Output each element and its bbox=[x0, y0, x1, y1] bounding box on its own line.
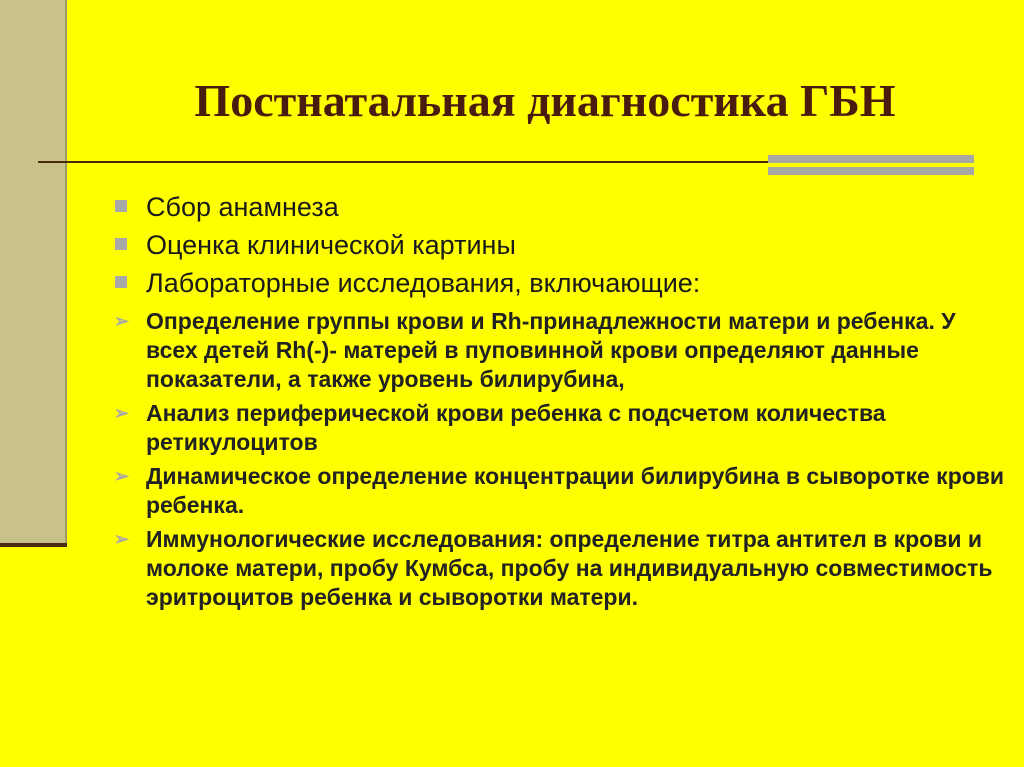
arrow-bullet-icon: ➢ bbox=[114, 403, 130, 423]
title-accent-bar bbox=[768, 155, 974, 175]
left-side-band bbox=[0, 0, 67, 543]
bullet-text: Лабораторные исследования, включающие: bbox=[146, 268, 701, 298]
bullet-text: Сбор анамнеза bbox=[146, 192, 339, 222]
title-underline bbox=[38, 161, 808, 163]
bullet-item bbox=[112, 188, 1012, 226]
bullet-text: Оценка клинической картины bbox=[146, 230, 516, 260]
sub-bullet-text: Определение группы крови и Rh-принадлежности матери и ребенка. У всех детей Rh(-)- матерей в пуповинной крови определяют данные показатели, а также уровень билирубина, bbox=[146, 308, 956, 392]
left-band-rule bbox=[0, 543, 67, 547]
bullet-item bbox=[112, 226, 1012, 264]
sub-bullet-text: Динамическое определение концентрации билирубина в сыворотке крови ребенка. bbox=[146, 463, 1005, 518]
sub-bullet-item bbox=[112, 399, 1012, 457]
sub-bullet-item bbox=[112, 462, 1012, 520]
arrow-bullet-icon: ➢ bbox=[114, 311, 130, 331]
sub-bullet-item bbox=[112, 307, 1012, 394]
square-bullet-icon bbox=[115, 238, 127, 250]
slide-content bbox=[112, 188, 1012, 612]
sub-bullet-item bbox=[112, 525, 1012, 612]
square-bullet-icon bbox=[115, 200, 127, 212]
sub-bullet-text: Иммунологические исследования: определение титра антител в крови и молоке матери, пробу Кумбса, пробу на индивидуальную совместимость эритроцитов ребенка и сыворотки матери. bbox=[146, 526, 993, 610]
arrow-bullet-icon: ➢ bbox=[114, 529, 130, 549]
bullet-item bbox=[112, 264, 1012, 302]
sub-bullet-text: Анализ периферической крови ребенка с подсчетом количества ретикулоцитов bbox=[146, 400, 886, 455]
square-bullet-icon bbox=[115, 276, 127, 288]
slide-title: Постнатальная диагностика ГБН bbox=[194, 75, 896, 126]
arrow-bullet-icon: ➢ bbox=[114, 466, 130, 486]
